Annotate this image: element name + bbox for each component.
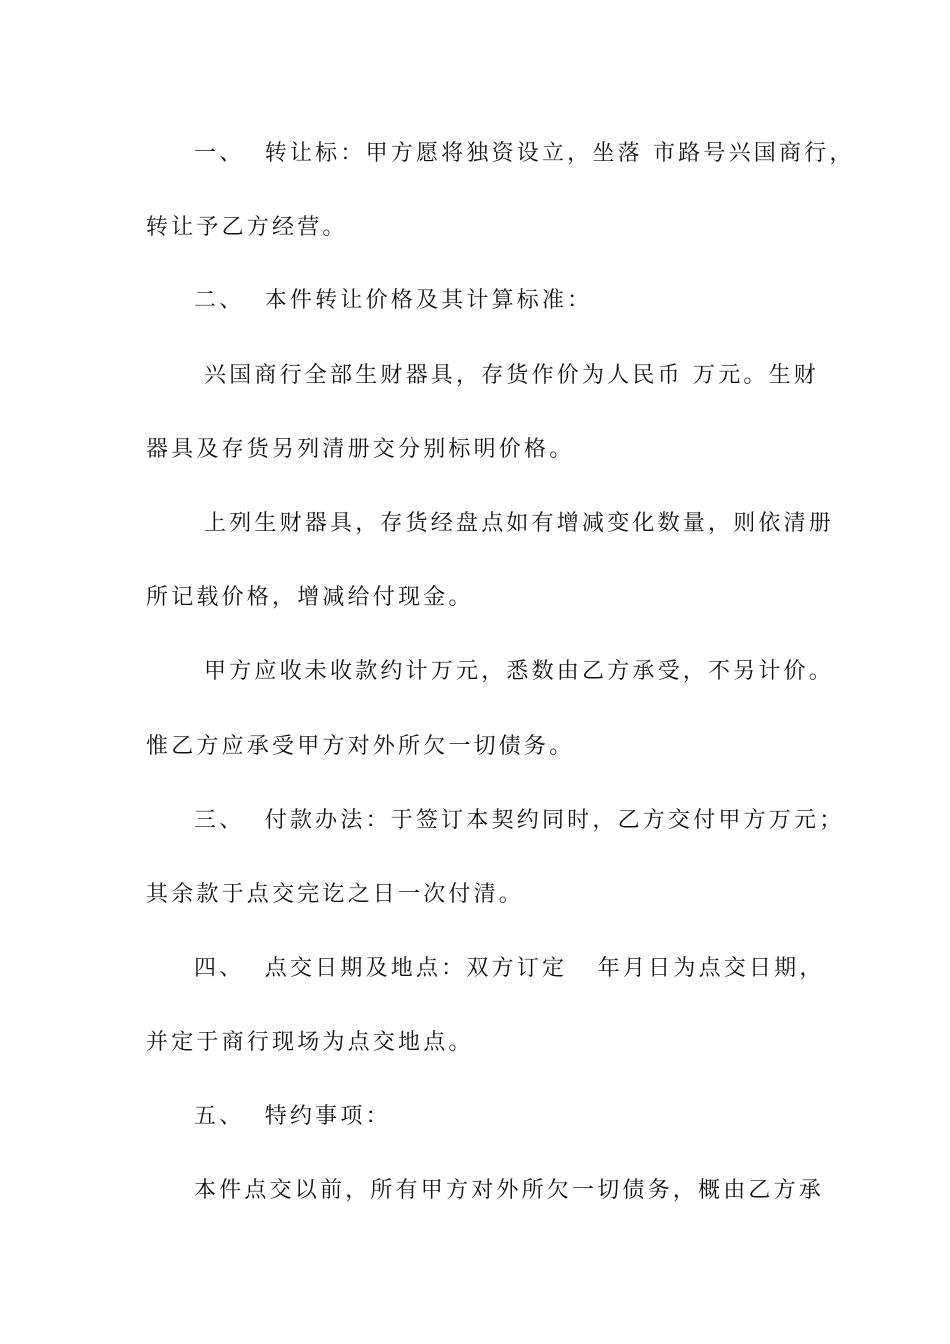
- clause-3-line-2: 其余款于点交完讫之日一次付清。: [146, 882, 525, 907]
- clause-3-line-1: 三、 付款办法：于签订本契约同时，乙方交付甲方万元；: [194, 808, 845, 833]
- clause-2-para-3-line-2: 惟乙方应承受甲方对外所欠一切债务。: [146, 734, 575, 759]
- clause-2-para-2-line-1: 上列生财器具，存货经盘点如有增减变化数量，则依清册: [204, 511, 835, 536]
- clause-1-line-1: 一、 转让标：甲方愿将独资设立，坐落 市路号兴国商行，: [194, 141, 855, 166]
- clause-5-para-1-line-1: 本件点交以前，所有甲方对外所欠一切债务，概由乙方承: [194, 1178, 825, 1203]
- clause-2-para-1-line-2: 器具及存货另列清册交分别标明价格。: [146, 437, 575, 462]
- clause-2-para-3-line-1: 甲方应收未收款约计万元，悉数由乙方承受，不另计价。: [204, 659, 835, 684]
- clause-5-heading: 五、 特约事项：: [194, 1104, 391, 1129]
- clause-2-para-1-line-1: 兴国商行全部生财器具，存货作价为人民币 万元。生财: [204, 363, 819, 388]
- clause-4-line-2: 并定于商行现场为点交地点。: [146, 1030, 474, 1055]
- clause-2-heading: 二、 本件转让价格及其计算标准：: [194, 288, 593, 313]
- clause-2-para-2-line-2: 所记载价格，增减给付现金。: [146, 585, 474, 610]
- clause-4-line-1: 四、 点交日期及地点：双方订定 年月日为点交日期，: [194, 956, 825, 981]
- clause-1-line-2: 转让予乙方经营。: [146, 215, 348, 240]
